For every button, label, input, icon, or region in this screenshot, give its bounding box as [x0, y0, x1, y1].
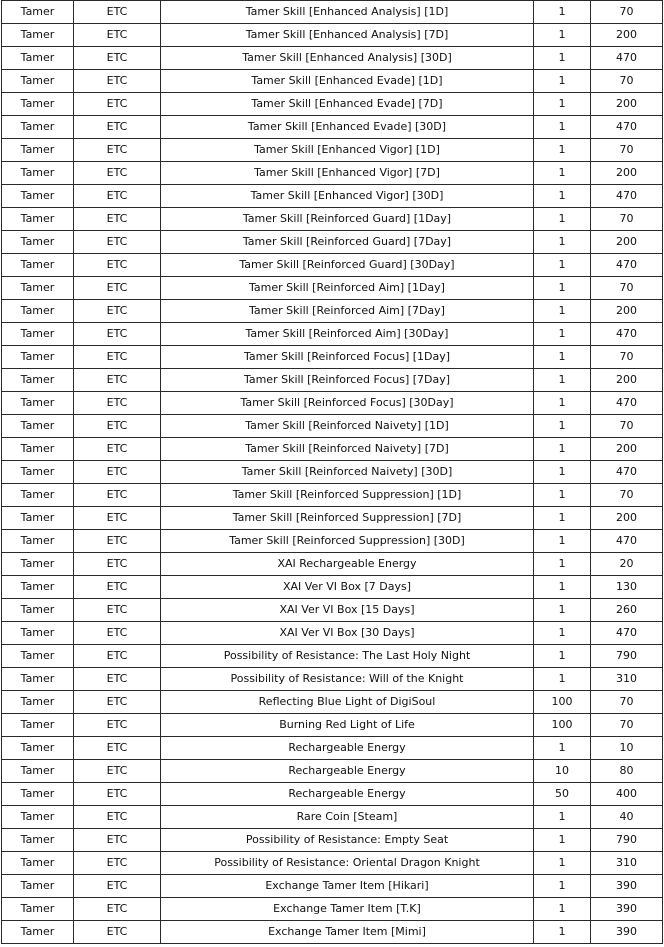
price-cell: 470: [591, 461, 663, 484]
character-cell: Tamer: [2, 829, 74, 852]
price-cell: 70: [591, 415, 663, 438]
character-cell: Tamer: [2, 668, 74, 691]
character-cell: Tamer: [2, 70, 74, 93]
item-name-cell: Rare Coin [Steam]: [161, 806, 534, 829]
quantity-cell: 1: [534, 185, 591, 208]
category-cell: ETC: [74, 737, 161, 760]
price-cell: 310: [591, 852, 663, 875]
item-name-cell: Tamer Skill [Enhanced Evade] [1D]: [161, 70, 534, 93]
character-cell: Tamer: [2, 300, 74, 323]
category-cell: ETC: [74, 898, 161, 921]
quantity-cell: 10: [534, 760, 591, 783]
quantity-cell: 1: [534, 806, 591, 829]
item-name-cell: XAI Ver VI Box [30 Days]: [161, 622, 534, 645]
price-cell: 790: [591, 829, 663, 852]
category-cell: ETC: [74, 93, 161, 116]
character-cell: Tamer: [2, 737, 74, 760]
quantity-cell: 1: [534, 898, 591, 921]
character-cell: Tamer: [2, 116, 74, 139]
quantity-cell: 1: [534, 24, 591, 47]
item-name-cell: Tamer Skill [Reinforced Naivety] [1D]: [161, 415, 534, 438]
price-cell: 200: [591, 231, 663, 254]
price-cell: 470: [591, 530, 663, 553]
item-price-table: [1, 0, 663, 944]
table-row: [2, 254, 663, 277]
price-cell: 70: [591, 691, 663, 714]
price-cell: 200: [591, 93, 663, 116]
item-name-cell: Tamer Skill [Reinforced Guard] [1Day]: [161, 208, 534, 231]
table-row: [2, 346, 663, 369]
table-row: [2, 622, 663, 645]
category-cell: ETC: [74, 530, 161, 553]
category-cell: ETC: [74, 300, 161, 323]
quantity-cell: 1: [534, 599, 591, 622]
table-row: [2, 116, 663, 139]
item-name-cell: Tamer Skill [Enhanced Evade] [7D]: [161, 93, 534, 116]
character-cell: Tamer: [2, 921, 74, 944]
item-name-cell: Rechargeable Energy: [161, 783, 534, 806]
price-cell: 470: [591, 254, 663, 277]
quantity-cell: 1: [534, 139, 591, 162]
item-name-cell: Possibility of Resistance: Oriental Dragon Knight: [161, 852, 534, 875]
price-cell: 70: [591, 277, 663, 300]
character-cell: Tamer: [2, 162, 74, 185]
price-cell: 70: [591, 208, 663, 231]
quantity-cell: 1: [534, 93, 591, 116]
price-cell: 200: [591, 438, 663, 461]
category-cell: ETC: [74, 185, 161, 208]
category-cell: ETC: [74, 875, 161, 898]
category-cell: ETC: [74, 254, 161, 277]
item-name-cell: Burning Red Light of Life: [161, 714, 534, 737]
price-cell: 470: [591, 116, 663, 139]
table-row: [2, 645, 663, 668]
item-name-cell: Tamer Skill [Reinforced Focus] [30Day]: [161, 392, 534, 415]
item-name-cell: XAI Rechargeable Energy: [161, 553, 534, 576]
category-cell: ETC: [74, 24, 161, 47]
quantity-cell: 1: [534, 852, 591, 875]
character-cell: Tamer: [2, 645, 74, 668]
character-cell: Tamer: [2, 484, 74, 507]
item-name-cell: Rechargeable Energy: [161, 760, 534, 783]
price-cell: 200: [591, 507, 663, 530]
category-cell: ETC: [74, 438, 161, 461]
quantity-cell: 1: [534, 254, 591, 277]
table-row: [2, 438, 663, 461]
item-name-cell: Tamer Skill [Reinforced Aim] [1Day]: [161, 277, 534, 300]
price-cell: 10: [591, 737, 663, 760]
item-name-cell: Tamer Skill [Reinforced Naivety] [7D]: [161, 438, 534, 461]
item-name-cell: Reflecting Blue Light of DigiSoul: [161, 691, 534, 714]
category-cell: ETC: [74, 277, 161, 300]
category-cell: ETC: [74, 576, 161, 599]
item-name-cell: Exchange Tamer Item [T.K]: [161, 898, 534, 921]
table-row: [2, 668, 663, 691]
character-cell: Tamer: [2, 415, 74, 438]
character-cell: Tamer: [2, 461, 74, 484]
character-cell: Tamer: [2, 346, 74, 369]
quantity-cell: 100: [534, 714, 591, 737]
character-cell: Tamer: [2, 277, 74, 300]
price-cell: 70: [591, 346, 663, 369]
price-cell: 40: [591, 806, 663, 829]
character-cell: Tamer: [2, 93, 74, 116]
table-row: [2, 852, 663, 875]
character-cell: Tamer: [2, 231, 74, 254]
table-body: [2, 1, 663, 944]
character-cell: Tamer: [2, 392, 74, 415]
character-cell: Tamer: [2, 622, 74, 645]
price-cell: 790: [591, 645, 663, 668]
table-row: [2, 24, 663, 47]
table-row: [2, 139, 663, 162]
price-cell: 70: [591, 714, 663, 737]
category-cell: ETC: [74, 47, 161, 70]
item-name-cell: Tamer Skill [Enhanced Analysis] [30D]: [161, 47, 534, 70]
table-row: [2, 507, 663, 530]
character-cell: Tamer: [2, 760, 74, 783]
quantity-cell: 1: [534, 1, 591, 24]
category-cell: ETC: [74, 622, 161, 645]
quantity-cell: 1: [534, 461, 591, 484]
character-cell: Tamer: [2, 369, 74, 392]
item-name-cell: Possibility of Resistance: Empty Seat: [161, 829, 534, 852]
category-cell: ETC: [74, 921, 161, 944]
category-cell: ETC: [74, 829, 161, 852]
category-cell: ETC: [74, 346, 161, 369]
table-row: [2, 760, 663, 783]
category-cell: ETC: [74, 852, 161, 875]
table-row: [2, 737, 663, 760]
quantity-cell: 1: [534, 300, 591, 323]
price-cell: 470: [591, 323, 663, 346]
quantity-cell: 1: [534, 829, 591, 852]
category-cell: ETC: [74, 415, 161, 438]
character-cell: Tamer: [2, 783, 74, 806]
item-name-cell: Exchange Tamer Item [Mimi]: [161, 921, 534, 944]
quantity-cell: 1: [534, 116, 591, 139]
item-name-cell: Tamer Skill [Reinforced Focus] [7Day]: [161, 369, 534, 392]
category-cell: ETC: [74, 599, 161, 622]
table-row: [2, 369, 663, 392]
category-cell: ETC: [74, 1, 161, 24]
category-cell: ETC: [74, 369, 161, 392]
price-cell: 200: [591, 24, 663, 47]
table-row: [2, 484, 663, 507]
item-name-cell: Tamer Skill [Reinforced Guard] [30Day]: [161, 254, 534, 277]
quantity-cell: 1: [534, 484, 591, 507]
price-cell: 260: [591, 599, 663, 622]
category-cell: ETC: [74, 507, 161, 530]
table-row: [2, 277, 663, 300]
category-cell: ETC: [74, 691, 161, 714]
table-row: [2, 576, 663, 599]
quantity-cell: 1: [534, 668, 591, 691]
category-cell: ETC: [74, 208, 161, 231]
character-cell: Tamer: [2, 553, 74, 576]
table-row: [2, 323, 663, 346]
category-cell: ETC: [74, 116, 161, 139]
quantity-cell: 1: [534, 507, 591, 530]
item-name-cell: Tamer Skill [Enhanced Vigor] [30D]: [161, 185, 534, 208]
price-cell: 200: [591, 369, 663, 392]
price-cell: 20: [591, 553, 663, 576]
item-name-cell: Tamer Skill [Reinforced Naivety] [30D]: [161, 461, 534, 484]
quantity-cell: 1: [534, 530, 591, 553]
category-cell: ETC: [74, 553, 161, 576]
table-row: [2, 783, 663, 806]
quantity-cell: 1: [534, 553, 591, 576]
character-cell: Tamer: [2, 208, 74, 231]
quantity-cell: 1: [534, 875, 591, 898]
category-cell: ETC: [74, 461, 161, 484]
table-row: [2, 300, 663, 323]
quantity-cell: 1: [534, 231, 591, 254]
quantity-cell: 1: [534, 392, 591, 415]
price-cell: 470: [591, 47, 663, 70]
table-row: [2, 806, 663, 829]
item-name-cell: Tamer Skill [Enhanced Evade] [30D]: [161, 116, 534, 139]
category-cell: ETC: [74, 323, 161, 346]
character-cell: Tamer: [2, 254, 74, 277]
character-cell: Tamer: [2, 185, 74, 208]
quantity-cell: 1: [534, 323, 591, 346]
category-cell: ETC: [74, 668, 161, 691]
item-name-cell: Possibility of Resistance: The Last Holy Night: [161, 645, 534, 668]
quantity-cell: 100: [534, 691, 591, 714]
price-cell: 200: [591, 162, 663, 185]
category-cell: ETC: [74, 645, 161, 668]
category-cell: ETC: [74, 714, 161, 737]
quantity-cell: 1: [534, 346, 591, 369]
item-name-cell: Tamer Skill [Reinforced Aim] [30Day]: [161, 323, 534, 346]
character-cell: Tamer: [2, 139, 74, 162]
price-cell: 80: [591, 760, 663, 783]
category-cell: ETC: [74, 392, 161, 415]
category-cell: ETC: [74, 70, 161, 93]
table-row: [2, 553, 663, 576]
item-name-cell: Tamer Skill [Enhanced Vigor] [7D]: [161, 162, 534, 185]
price-cell: 470: [591, 392, 663, 415]
item-name-cell: Tamer Skill [Enhanced Analysis] [1D]: [161, 1, 534, 24]
table-row: [2, 415, 663, 438]
table-row: [2, 530, 663, 553]
character-cell: Tamer: [2, 1, 74, 24]
item-name-cell: Tamer Skill [Reinforced Aim] [7Day]: [161, 300, 534, 323]
quantity-cell: 1: [534, 921, 591, 944]
quantity-cell: 1: [534, 438, 591, 461]
quantity-cell: 1: [534, 277, 591, 300]
item-name-cell: Tamer Skill [Enhanced Analysis] [7D]: [161, 24, 534, 47]
character-cell: Tamer: [2, 24, 74, 47]
quantity-cell: 1: [534, 208, 591, 231]
price-cell: 470: [591, 185, 663, 208]
quantity-cell: 1: [534, 737, 591, 760]
item-name-cell: XAI Ver VI Box [15 Days]: [161, 599, 534, 622]
quantity-cell: 1: [534, 415, 591, 438]
table-row: [2, 231, 663, 254]
item-name-cell: Tamer Skill [Reinforced Suppression] [30D]: [161, 530, 534, 553]
item-name-cell: Tamer Skill [Reinforced Focus] [1Day]: [161, 346, 534, 369]
quantity-cell: 1: [534, 645, 591, 668]
table-row: [2, 898, 663, 921]
character-cell: Tamer: [2, 714, 74, 737]
price-cell: 390: [591, 898, 663, 921]
table-row: [2, 921, 663, 944]
category-cell: ETC: [74, 231, 161, 254]
character-cell: Tamer: [2, 438, 74, 461]
price-cell: 200: [591, 300, 663, 323]
item-name-cell: Rechargeable Energy: [161, 737, 534, 760]
item-name-cell: Tamer Skill [Reinforced Suppression] [1D]: [161, 484, 534, 507]
table-row: [2, 461, 663, 484]
table-row: [2, 714, 663, 737]
table-row: [2, 47, 663, 70]
table-row: [2, 185, 663, 208]
quantity-cell: 1: [534, 70, 591, 93]
character-cell: Tamer: [2, 576, 74, 599]
item-name-cell: Exchange Tamer Item [Hikari]: [161, 875, 534, 898]
character-cell: Tamer: [2, 507, 74, 530]
category-cell: ETC: [74, 139, 161, 162]
quantity-cell: 1: [534, 576, 591, 599]
price-cell: 70: [591, 1, 663, 24]
table-row: [2, 162, 663, 185]
item-name-cell: Tamer Skill [Reinforced Suppression] [7D]: [161, 507, 534, 530]
character-cell: Tamer: [2, 875, 74, 898]
character-cell: Tamer: [2, 691, 74, 714]
character-cell: Tamer: [2, 323, 74, 346]
character-cell: Tamer: [2, 530, 74, 553]
table-row: [2, 691, 663, 714]
price-cell: 70: [591, 139, 663, 162]
item-name-cell: Tamer Skill [Enhanced Vigor] [1D]: [161, 139, 534, 162]
price-cell: 130: [591, 576, 663, 599]
item-name-cell: XAI Ver VI Box [7 Days]: [161, 576, 534, 599]
quantity-cell: 1: [534, 47, 591, 70]
table-row: [2, 392, 663, 415]
category-cell: ETC: [74, 806, 161, 829]
character-cell: Tamer: [2, 898, 74, 921]
price-cell: 70: [591, 70, 663, 93]
character-cell: Tamer: [2, 599, 74, 622]
item-name-cell: Tamer Skill [Reinforced Guard] [7Day]: [161, 231, 534, 254]
quantity-cell: 1: [534, 622, 591, 645]
price-cell: 400: [591, 783, 663, 806]
table-row: [2, 70, 663, 93]
character-cell: Tamer: [2, 47, 74, 70]
category-cell: ETC: [74, 760, 161, 783]
table-row: [2, 829, 663, 852]
table-row: [2, 875, 663, 898]
price-cell: 70: [591, 484, 663, 507]
table-row: [2, 599, 663, 622]
quantity-cell: 1: [534, 162, 591, 185]
table-row: [2, 208, 663, 231]
category-cell: ETC: [74, 783, 161, 806]
item-name-cell: Possibility of Resistance: Will of the Knight: [161, 668, 534, 691]
table-row: [2, 1, 663, 24]
character-cell: Tamer: [2, 852, 74, 875]
character-cell: Tamer: [2, 806, 74, 829]
price-cell: 390: [591, 921, 663, 944]
table-row: [2, 93, 663, 116]
price-cell: 470: [591, 622, 663, 645]
quantity-cell: 50: [534, 783, 591, 806]
category-cell: ETC: [74, 484, 161, 507]
category-cell: ETC: [74, 162, 161, 185]
quantity-cell: 1: [534, 369, 591, 392]
price-cell: 390: [591, 875, 663, 898]
price-cell: 310: [591, 668, 663, 691]
